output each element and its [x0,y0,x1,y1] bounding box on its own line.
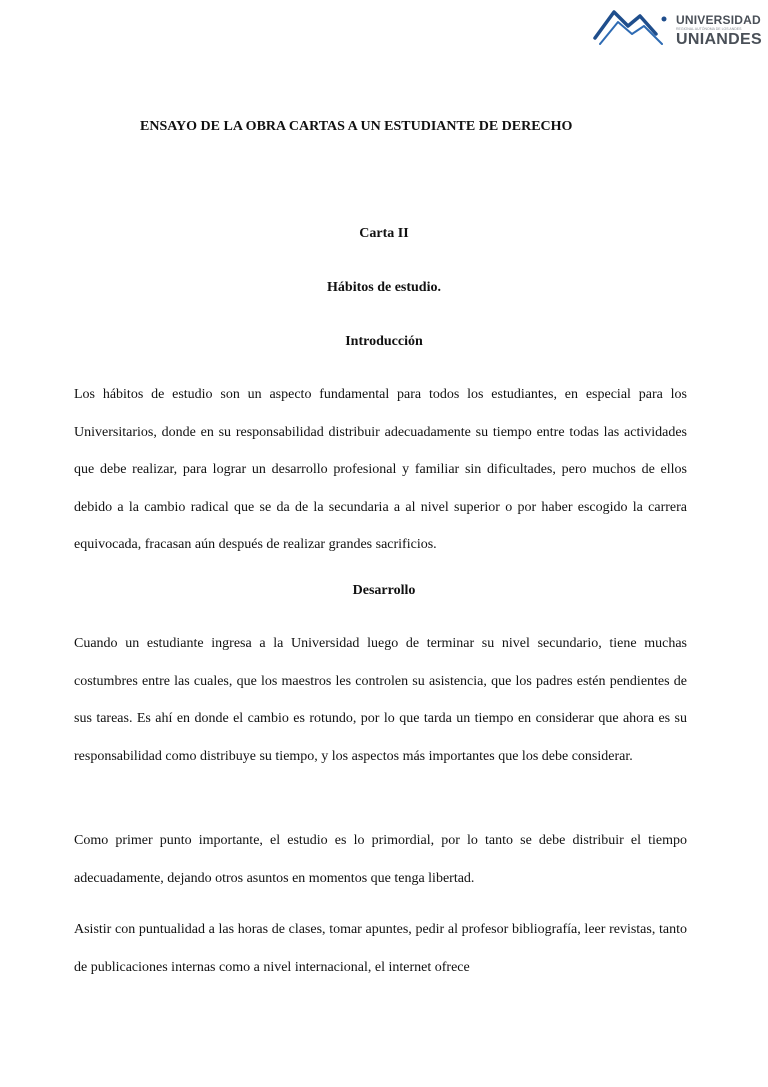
intro-paragraph: Los hábitos de estudio son un aspecto fundamental para todos los estudiantes, en especial para los Universitarios, donde en su responsabilidad distribuir adecuadamente su tiempo entre todas las actividades que debe realizar, para lograr un desarrollo profesional y familiar sin dificultades, pero muchos de ellos debido a la cambio radical que se da de la secundaria a al nivel superior o por haber escogido la carrera equivocada, fracasan aún después de realizar grandes sacrificios. [74,387,687,553]
intro-heading: Introducción [345,334,423,349]
essay-subtitle: Hábitos de estudio. [327,280,441,295]
logo-tagline: REGIONAL AUTÓNOMA DE LOS ANDES [676,27,742,31]
development-paragraph: Como primer punto importante, el estudio es lo primordial, por lo tanto se debe distribuir el tiempo adecuadamente, dejando otros asuntos en momentos que tenga libertad. [74,833,687,886]
logo-name-line1: UNIVERSIDAD [676,13,761,27]
development-paragraph: Asistir con puntualidad a las horas de clases, tomar apuntes, pedir al profesor bibliografía, leer revistas, tanto de publicaciones internas como a nivel internacional, el internet ofrece [74,922,687,975]
section-label: Carta II [359,226,409,241]
university-logo [592,4,764,52]
development-heading: Desarrollo [352,583,416,598]
logo-name-line2: UNIANDES [676,31,762,48]
mountain-logo-icon [592,4,676,52]
development-paragraph: Cuando un estudiante ingresa a la Universidad luego de terminar su nivel secundario, tiene muchas costumbres entre las cuales, que los maestros les controlen su asistencia, que los padres estén pendientes de sus tareas. Es ahí en donde el cambio es rotundo, por lo que tarda un tiempo en considerar que ahora es su responsabilidad como distribuye su tiempo, y los aspectos más importantes que los debe considerar. [74,636,687,764]
